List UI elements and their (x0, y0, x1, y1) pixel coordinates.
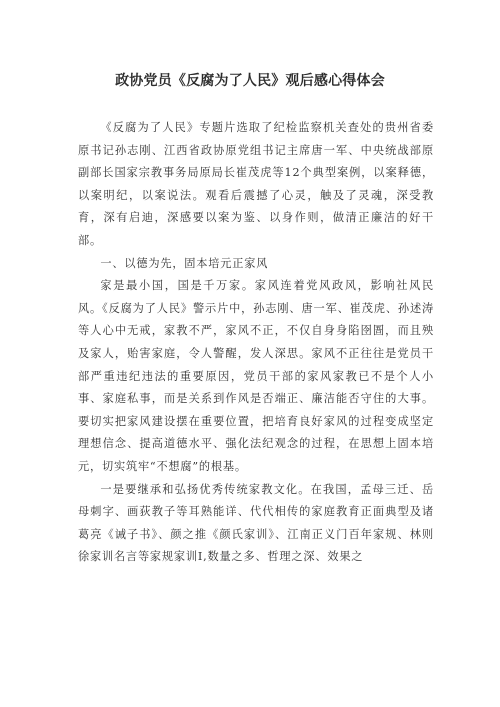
section-heading: 一、以德为先，固本培元正家风 (100, 256, 269, 270)
document-title: 政协党员《反腐为了人民》观后感心得体会 (115, 73, 385, 89)
intro-paragraph: 《反腐为了人民》专题片选取了纪检监察机关查处的贵州省委原书记孙志刚、江西省政协原党组书记主席唐一军、中央统战部原副部长国家宗教事务局原局长崔茂虎等12个典型案例，以案释德，以案明纪，以案说法。观看后震撼了心灵，触及了灵魂，深受教育，深有启迪，深感要以案为鉴、以身作则，做清正廉洁的好干部。 (78, 121, 434, 247)
document-body (78, 117, 434, 569)
body-paragraph: 一是要继承和弘扬优秀传统家教文化。在我国，孟母三迁、岳母刺字、画荻教子等耳熟能详、代代相传的家庭教育正面典型及诸葛亮《诫子书》、颜之推《颜氏家训》、江南正义门百年家规、林则徐家训名言等家规家训I,数量之多、哲理之深、效果之 (78, 482, 434, 564)
body-paragraph: 家是最小国，国是千万家。家风连着党风政风，影响社风民风。《反腐为了人民》警示片中，孙志刚、唐一军、崔茂虎、孙述涛等人心中无戒，家教不严，家风不正，不仅自身身陷囹圄，而且殃及家人，贻害家庭，令人警醒，发人深思。家风不正往往是党员干部严重违纪违法的重要原因，党员干部的家风家教已不是个人小事、家庭私事，而是关系到作风是否端正、廉洁能否守住的大事。要切实把家风建设摆在重要位置，把培育良好家风的过程变成坚定理想信念、提高道德水平、强化法纪观念的过程，在思想上固本培元，切实筑牢“不想腐”的根基。 (78, 279, 434, 473)
